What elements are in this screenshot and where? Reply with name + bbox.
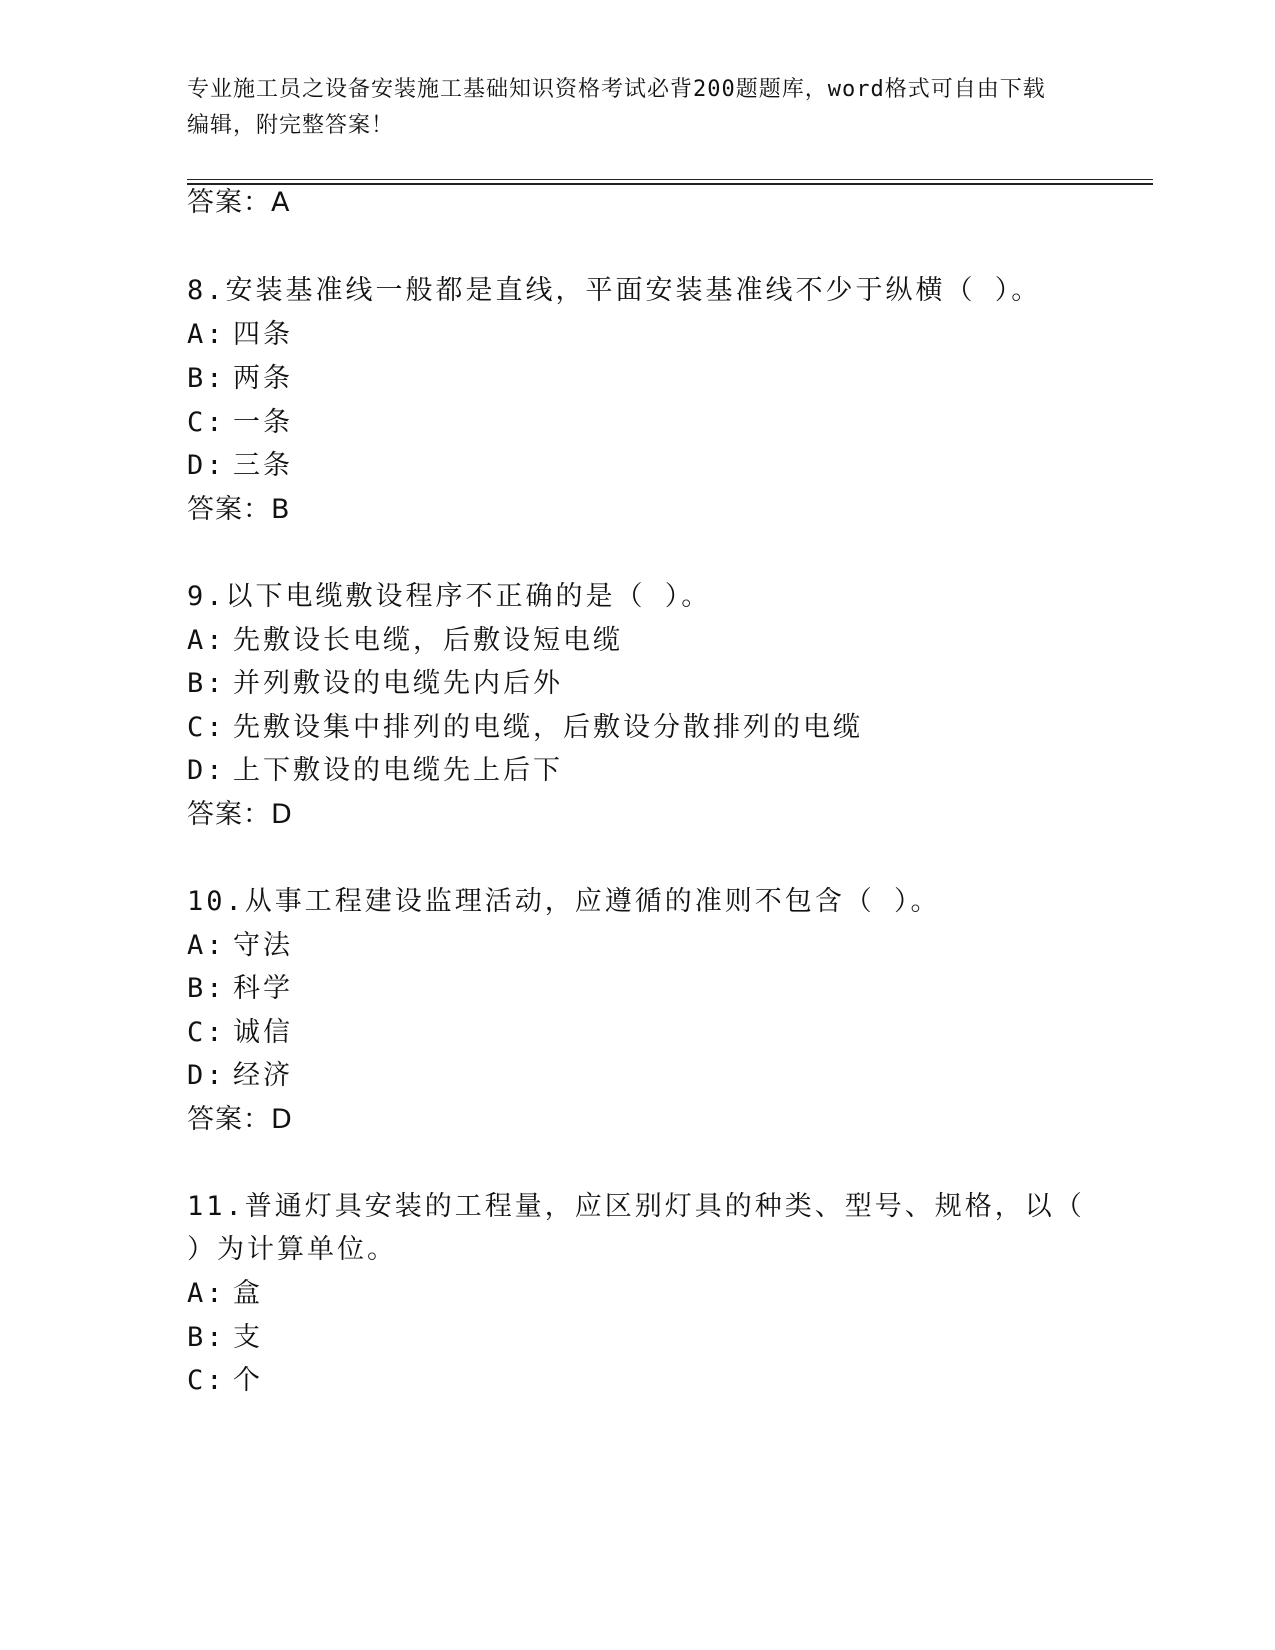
question-11-option-b: B: 支 (187, 1322, 263, 1353)
question-9-option-c: C: 先敷设集中排列的电缆，后敷设分散排列的电缆 (187, 712, 863, 743)
answer-q8: 答案：B (187, 494, 291, 525)
question-10-option-d: D: 经济 (187, 1060, 293, 1091)
question-11-option-a: A: 盒 (187, 1278, 263, 1309)
question-10-stem: 10.从事工程建设监理活动，应遵循的准则不包含（ ）。 (187, 886, 941, 917)
question-11-option-c: C: 个 (187, 1365, 263, 1396)
header-divider-thick (187, 183, 1153, 185)
answer-q10: 答案：D (187, 1104, 293, 1135)
question-11-stem-line1: 11.普通灯具安装的工程量，应区别灯具的种类、型号、规格，以（ (187, 1191, 1085, 1222)
answer-q9: 答案：D (187, 799, 293, 830)
question-11-stem-line2: ）为计算单位。 (187, 1234, 397, 1265)
question-8-option-d: D: 三条 (187, 450, 293, 481)
question-9-option-d: D: 上下敷设的电缆先上后下 (187, 755, 563, 786)
question-9-option-b: B: 并列敷设的电缆先内后外 (187, 668, 563, 699)
header-divider (187, 179, 1153, 180)
question-8-option-b: B: 两条 (187, 363, 293, 394)
question-9-option-a: A: 先敷设长电缆，后敷设短电缆 (187, 625, 623, 656)
question-10-option-c: C: 诚信 (187, 1017, 293, 1048)
question-9-stem: 9.以下电缆敷设程序不正确的是（ ）。 (187, 581, 712, 612)
question-8-option-c: C: 一条 (187, 407, 293, 438)
answer-q7: 答案：A (187, 187, 291, 218)
question-8-stem: 8.安装基准线一般都是直线，平面安装基准线不少于纵横（ ）。 (187, 275, 1042, 306)
question-8-option-a: A: 四条 (187, 319, 293, 350)
question-10-option-b: B: 科学 (187, 973, 293, 1004)
document-header: 专业施工员之设备安装施工基础知识资格考试必背200题题库，word格式可自由下载编辑，附完整答案！ (187, 77, 1046, 138)
question-10-option-a: A: 守法 (187, 930, 293, 961)
